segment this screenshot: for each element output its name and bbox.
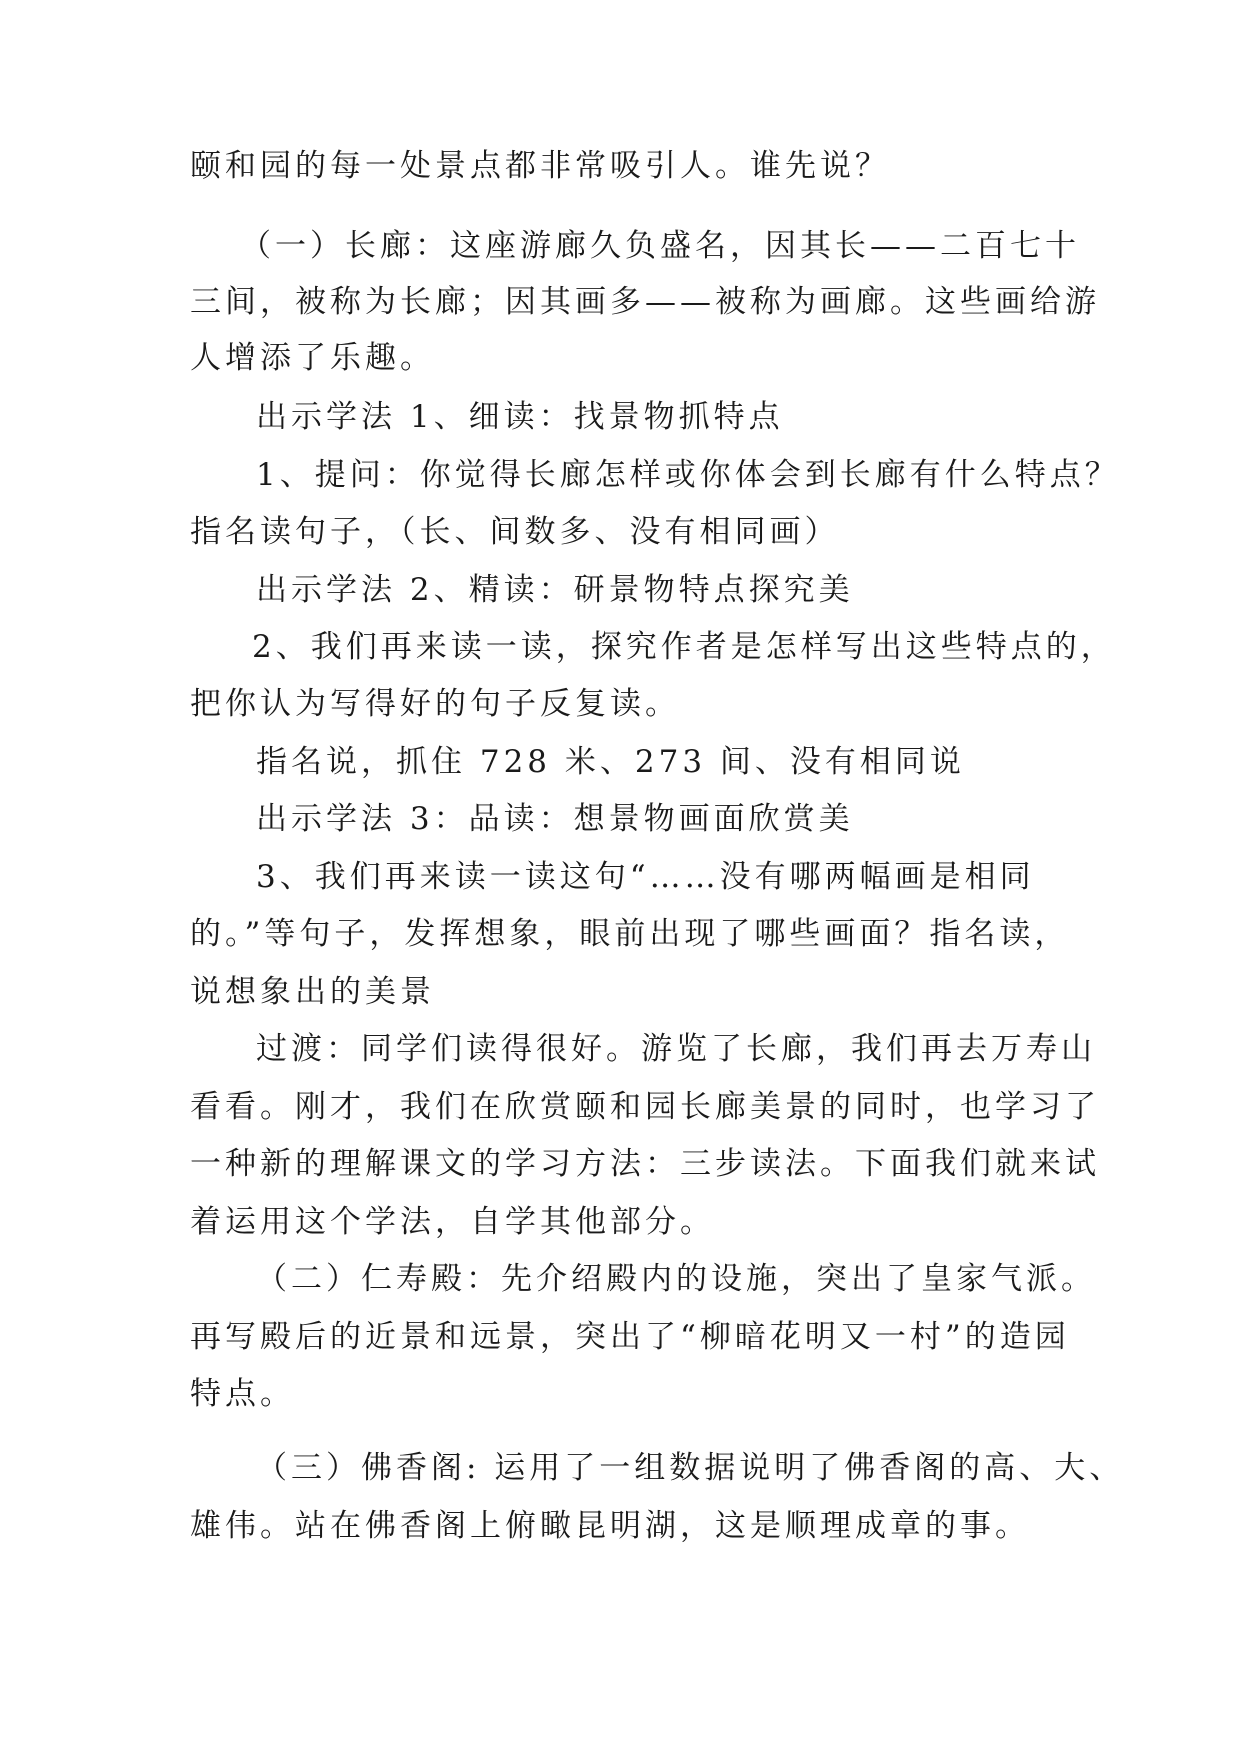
text-line-3: 三间，被称为长廊；因其画多——被称为画廊。这些画给游 bbox=[190, 284, 1100, 320]
text-line-19: 着运用这个学法，自学其他部分。 bbox=[190, 1204, 715, 1240]
text-line-14: 的。”等句子，发挥想象，眼前出现了哪些画面？指名读， bbox=[190, 916, 1070, 952]
text-line-22: 特点。 bbox=[190, 1376, 295, 1412]
text-line-20: （二）仁寿殿：先介绍殿内的设施，突出了皇家气派。 bbox=[256, 1261, 1096, 1297]
text-line-18: 一种新的理解课文的学习方法：三步读法。下面我们就来试 bbox=[190, 1146, 1100, 1182]
text-line-9: 2、我们再来读一读，探究作者是怎样写出这些特点的， bbox=[252, 629, 1116, 665]
text-line-15: 说想象出的美景 bbox=[190, 974, 435, 1010]
text-line-12: 出示学法 3：品读：想景物画面欣赏美 bbox=[256, 801, 854, 837]
text-line-17: 看看。刚才，我们在欣赏颐和园长廊美景的同时，也学习了 bbox=[190, 1089, 1100, 1125]
text-line-10: 把你认为写得好的句子反复读。 bbox=[190, 686, 680, 722]
text-line-8: 出示学法 2、精读：研景物特点探究美 bbox=[256, 572, 854, 608]
text-line-13: 3、我们再来读一读这句“……没有哪两幅画是相同 bbox=[256, 859, 1035, 895]
text-line-21: 再写殿后的近景和远景，突出了“柳暗花明又一村”的造园 bbox=[190, 1319, 1070, 1355]
text-line-5: 出示学法 1、细读：找景物抓特点 bbox=[256, 399, 784, 435]
text-line-7: 指名读句子，（长、间数多、没有相同画） bbox=[190, 514, 840, 550]
text-line-1: 颐和园的每一处景点都非常吸引人。谁先说？ bbox=[190, 148, 890, 184]
text-line-16: 过渡：同学们读得很好。游览了长廊，我们再去万寿山 bbox=[256, 1031, 1096, 1067]
text-line-2: （一）长廊：这座游廊久负盛名，因其长——二百七十 bbox=[240, 228, 1080, 264]
text-line-23: （三）佛香阁: 运用了一组数据说明了佛香阁的高、大、 bbox=[256, 1450, 1125, 1486]
text-line-6: 1、提问：你觉得长廊怎样或你体会到长廊有什么特点？ bbox=[256, 457, 1120, 493]
text-line-4: 人增添了乐趣。 bbox=[190, 340, 435, 376]
text-line-11: 指名说，抓住 728 米、273 间、没有相同说 bbox=[256, 744, 965, 780]
text-line-24: 雄伟。站在佛香阁上俯瞰昆明湖，这是顺理成章的事。 bbox=[190, 1508, 1030, 1544]
